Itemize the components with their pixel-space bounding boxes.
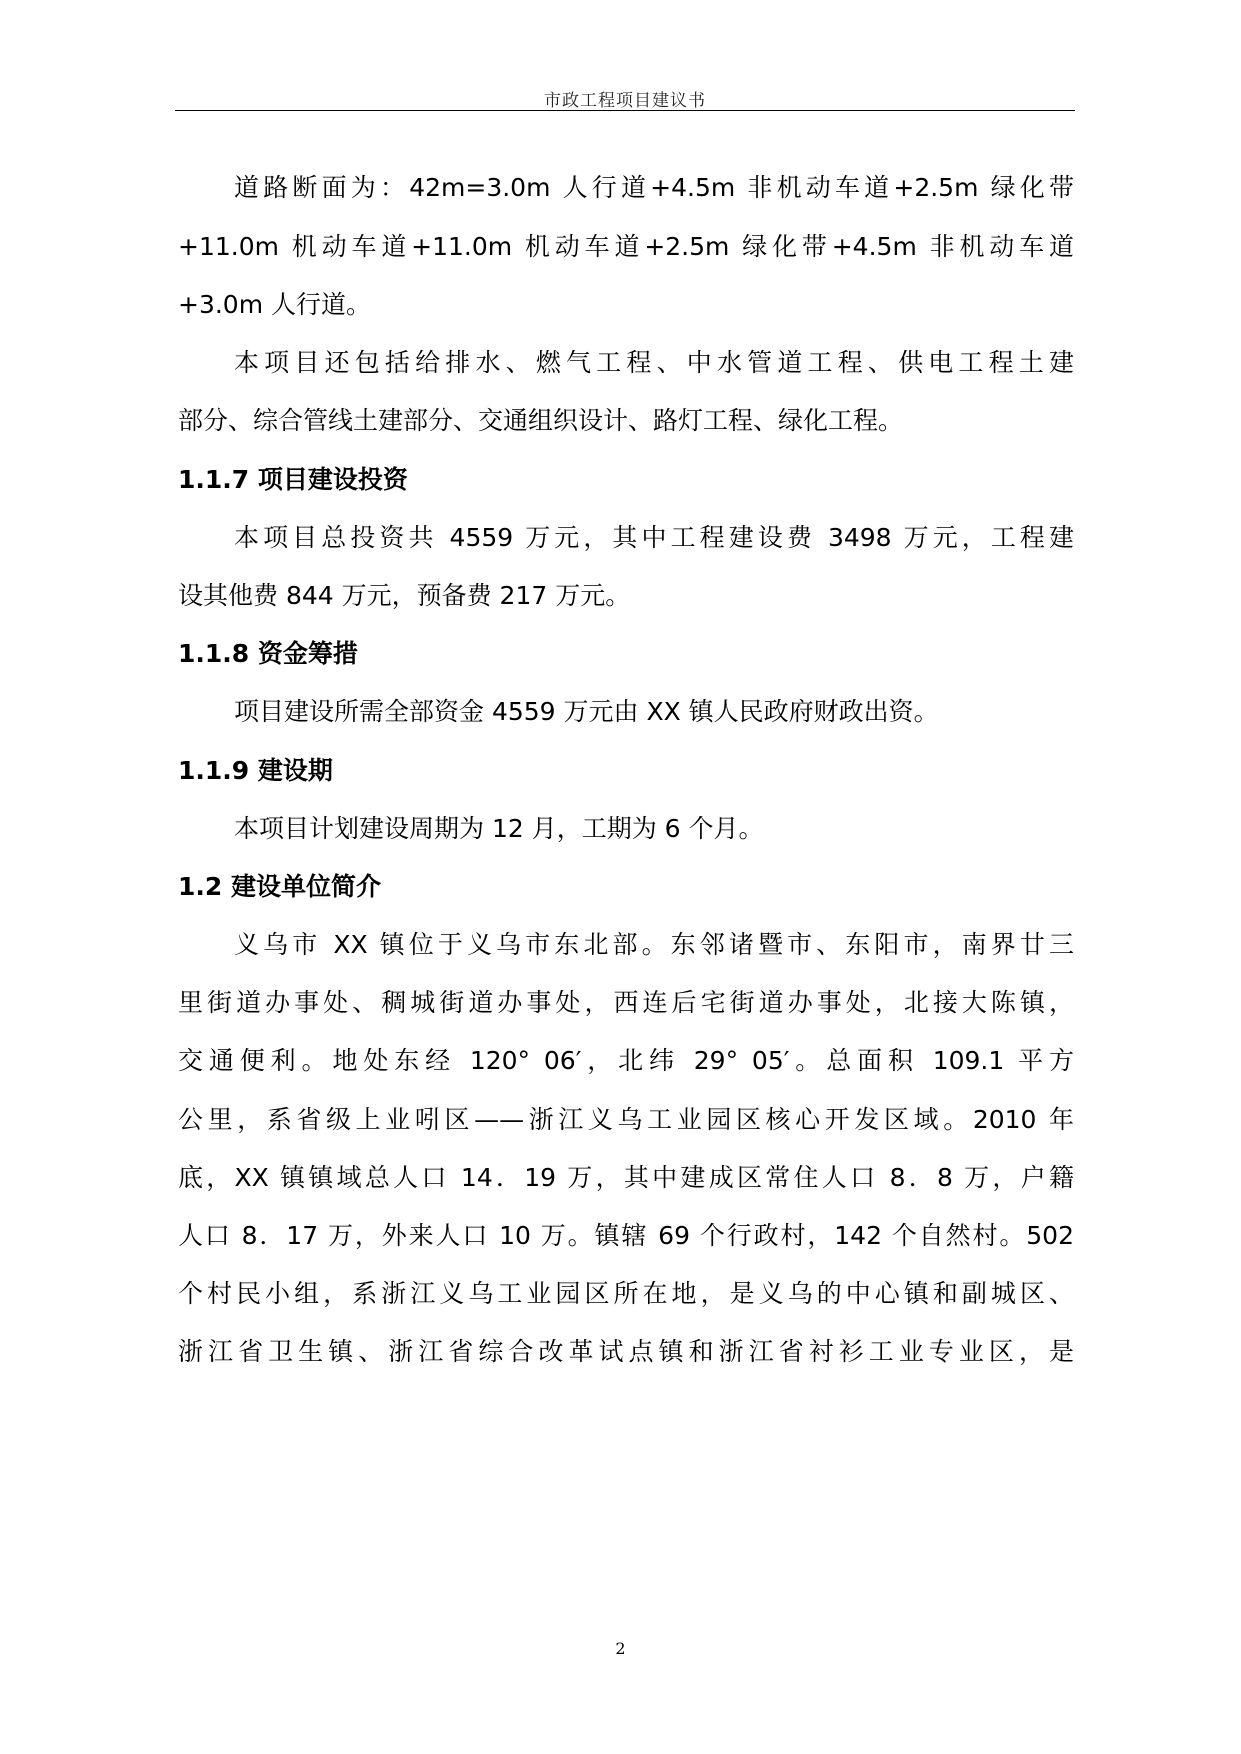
body-line: 道路断面为：42m=3.0m 人行道+4.5m 非机动车道+2.5m 绿化带 bbox=[234, 173, 1074, 202]
body-line: 公里，系省级上业吲区——浙江义乌工业园区核心开发区域。2010 年 bbox=[178, 1105, 1074, 1134]
running-header: 市政工程项目建议书 bbox=[544, 91, 706, 111]
body-line: 里街道办事处、稠城街道办事处，西连后宅街道办事处，北接大陈镇， bbox=[178, 988, 1074, 1017]
body-line: 设其他费 844 万元，预备费 217 万元。 bbox=[178, 581, 631, 610]
body-line: 项目建设所需全部资金 4559 万元由 XX 镇人民政府财政出资。 bbox=[234, 697, 939, 726]
body-line: 义乌市 XX 镇位于义乌市东北部。东邻诸暨市、东阳市，南界廿三 bbox=[234, 930, 1074, 959]
page-number: 2 bbox=[615, 1639, 626, 1658]
body-line: 底，XX 镇镇域总人口 14．19 万，其中建成区常住人口 8．8 万，户籍 bbox=[178, 1163, 1074, 1192]
body-line: +11.0m 机动车道+11.0m 机动车道+2.5m 绿化带+4.5m 非机动车道 bbox=[178, 232, 1074, 261]
body-line: 本项目计划建设周期为 12 月，工期为 6 个月。 bbox=[234, 814, 764, 843]
body-line: +3.0m 人行道。 bbox=[178, 290, 372, 319]
header-rule bbox=[175, 110, 1075, 111]
section-heading: 1.1.7 项目建设投资 bbox=[178, 465, 408, 494]
section-heading: 1.2 建设单位简介 bbox=[178, 872, 381, 901]
section-heading: 1.1.8 资金筹措 bbox=[178, 639, 358, 668]
body-line: 个村民小组，系浙江义乌工业园区所在地，是义乌的中心镇和副城区、 bbox=[178, 1279, 1074, 1308]
section-heading: 1.1.9 建设期 bbox=[178, 756, 333, 785]
body-line: 部分、综合管线土建部分、交通组织设计、路灯工程、绿化工程。 bbox=[178, 406, 904, 435]
body-line: 交通便利。地处东经 120° 06′，北纬 29° 05′。总面积 109.1 平方 bbox=[178, 1046, 1074, 1075]
body-line: 人口 8．17 万，外来人口 10 万。镇辖 69 个行政村，142 个自然村。502 bbox=[178, 1221, 1074, 1250]
body-line: 本项目还包括给排水、燃气工程、中水管道工程、供电工程土建 bbox=[234, 348, 1074, 377]
body-line: 浙江省卫生镇、浙江省综合改革试点镇和浙江省衬衫工业专业区，是 bbox=[178, 1337, 1074, 1366]
body-line: 本项目总投资共 4559 万元，其中工程建设费 3498 万元，工程建 bbox=[234, 523, 1074, 552]
